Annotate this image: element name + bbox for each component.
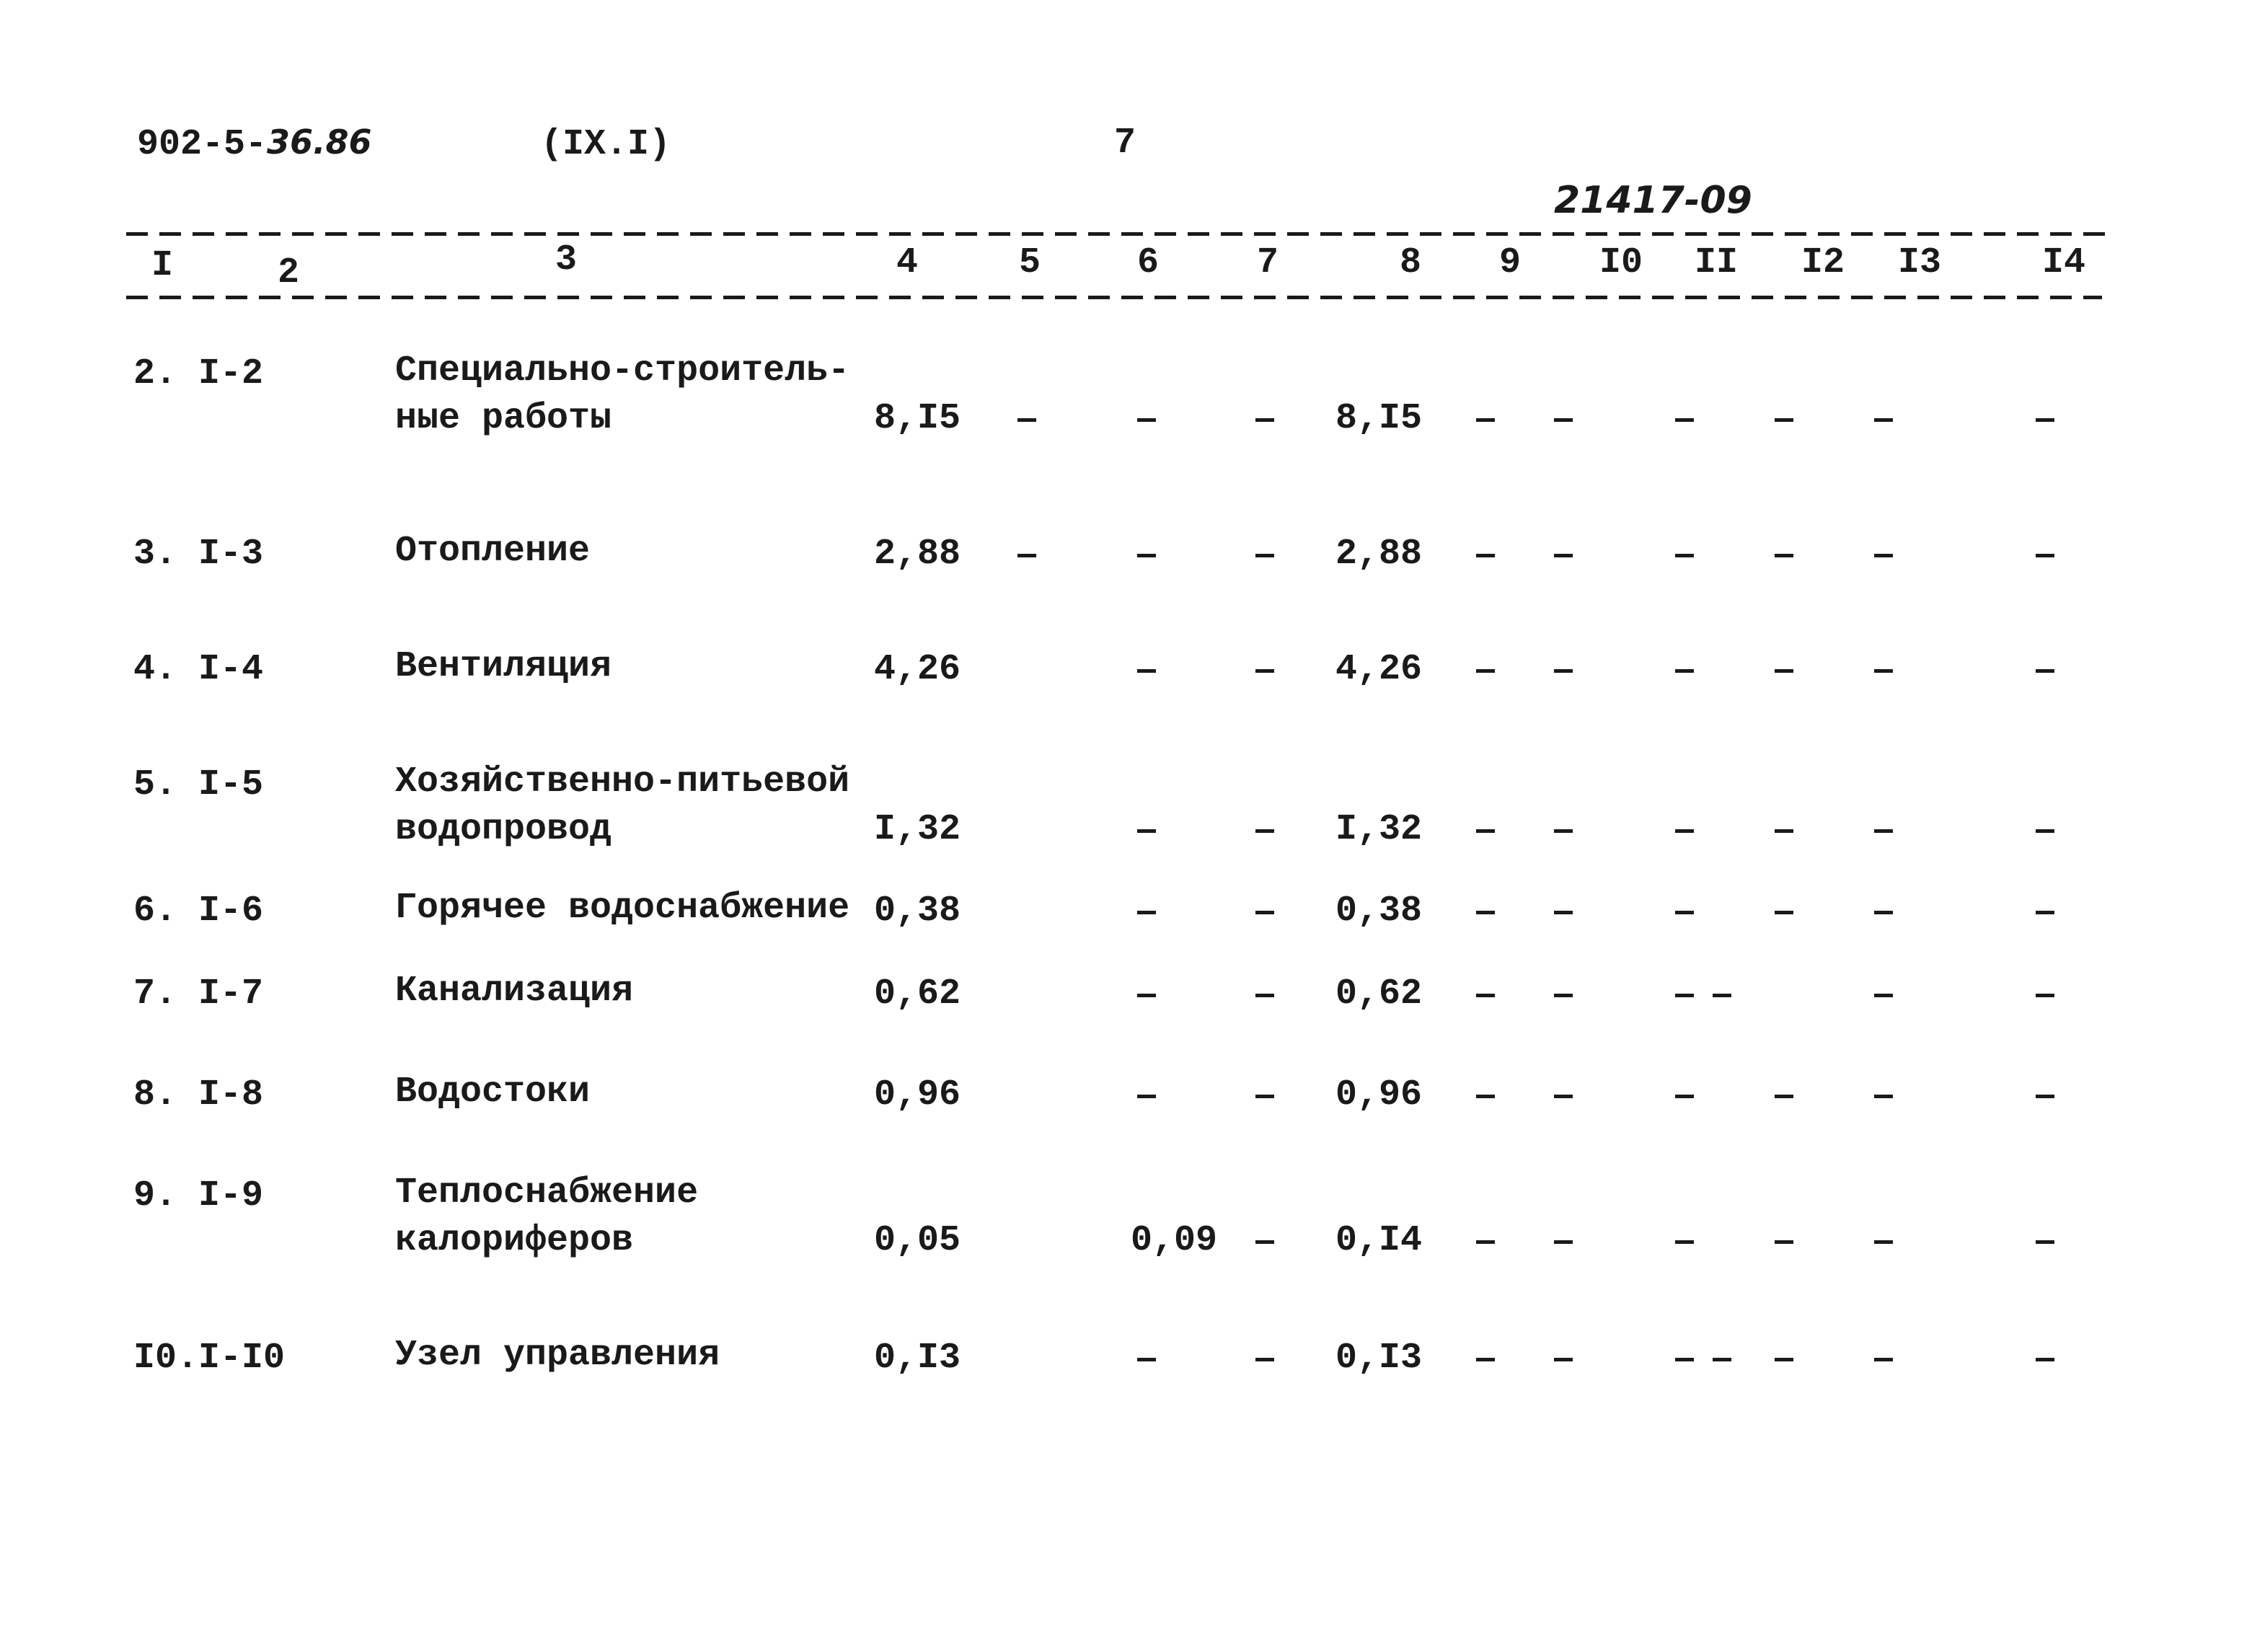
cell-col9 [1476,891,1495,934]
dash-mark [1874,669,1893,673]
dash-mark [1675,554,1694,557]
dash-mark [1476,994,1495,997]
row-number: I0.I-I0 [133,1338,286,1379]
cell-col13 [1874,1220,1893,1263]
cell-col14 [2036,1220,2054,1263]
dash-mark [1713,1358,1731,1361]
cell-col10 [1554,891,1573,934]
dash-mark [1137,669,1156,673]
column-number: I [151,245,173,286]
dash-mark [1775,554,1793,557]
cell-col11 [1675,1220,1694,1263]
cell-col13 [1874,1074,1893,1118]
cell-col13 [1874,809,1893,852]
dash-mark [1137,554,1156,557]
cell-col10 [1554,973,1573,1017]
cell-col8: 0,38 [1335,891,1423,932]
dash-mark [1775,1095,1793,1098]
dash-mark [2036,829,2054,833]
dash-mark [1476,1240,1495,1244]
page-number: 7 [1114,123,1136,164]
cell-col4: 2,88 [874,534,961,575]
dash-mark [1476,1358,1495,1361]
cell-col14 [2036,973,2054,1017]
cell-col12 [1775,534,1793,577]
dash-mark [1874,1358,1893,1361]
cell-col14 [2036,398,2054,441]
dash-mark [1017,554,1036,557]
cell-col9 [1476,973,1495,1017]
dash-mark [1874,829,1893,833]
cell-col11 [1675,398,1694,441]
dash-mark [1137,829,1156,833]
cell-col12 [1775,891,1793,934]
dash-mark [1874,418,1893,422]
row-number: 9. I-9 [133,1175,264,1216]
cell-col6 [1137,891,1156,934]
cell-col6 [1137,1338,1156,1381]
dash-mark [1137,911,1156,914]
cell-col10 [1554,398,1573,441]
dash-mark [1874,994,1893,997]
cell-col8: 0,96 [1335,1074,1423,1116]
document-code [137,123,372,165]
dash-mark [1675,1358,1694,1361]
dash-mark [1675,418,1694,422]
cell-col14 [2036,1074,2054,1118]
column-number: 8 [1399,242,1421,283]
cell-col6 [1137,649,1156,692]
dash-mark [2036,911,2054,914]
work-name: Хозяйственно-питьевой водопровод [395,761,850,850]
cell-col9 [1476,809,1495,852]
cell-col4: 0,38 [874,891,961,932]
cell-col8: 4,26 [1335,649,1423,690]
dash-mark [2036,1240,2054,1244]
cell-col10 [1554,809,1573,852]
cell-col8: 0,62 [1335,973,1423,1015]
cell-col14 [2036,891,2054,934]
row-number: 8. I-8 [133,1074,264,1116]
cell-col6 [1137,534,1156,577]
header-top-rule [126,232,2109,236]
cell-col7 [1255,891,1274,934]
dash-mark [2036,1095,2054,1098]
dash-mark [1554,911,1573,914]
dash-mark [1775,669,1793,673]
column-number: 7 [1256,242,1279,283]
cell-col9 [1476,398,1495,441]
dash-mark [2036,418,2054,422]
work-name: Водостоки [395,1072,591,1113]
dash-mark [1255,1095,1274,1098]
dash-mark [2036,554,2054,557]
cell-col7 [1255,973,1274,1017]
cell-col4: 4,26 [874,649,961,690]
dash-mark [1713,994,1731,997]
column-number: 6 [1136,242,1159,283]
cell-col7 [1255,809,1274,852]
header-bottom-rule [126,296,2102,299]
dash-mark [1255,418,1274,422]
cell-col6 [1137,809,1156,852]
dash-mark [1017,418,1036,422]
row-number: 3. I-3 [133,534,264,575]
dash-mark [1554,994,1573,997]
cell-col7 [1255,534,1274,577]
cell-col11 [1675,809,1694,852]
cell-col4: 0,96 [874,1074,961,1116]
work-name: Узел управления [395,1335,720,1376]
dash-mark [1554,669,1573,673]
cell-col4: 8,I5 [874,398,961,439]
cell-col11 [1675,973,1731,1017]
cell-col13 [1874,534,1893,577]
cell-col10 [1554,1338,1573,1381]
cell-col11 [1675,1074,1694,1118]
cell-col4: I,32 [874,809,961,850]
column-number: I4 [2041,242,2085,283]
dash-mark [2036,994,2054,997]
cell-col12 [1775,1338,1793,1381]
dash-mark [1675,829,1694,833]
cell-col10 [1554,649,1573,692]
cell-col8: 0,I3 [1335,1338,1423,1379]
dash-mark [1255,1240,1274,1244]
dash-mark [2036,669,2054,673]
cell-col9 [1476,534,1495,577]
cell-col8: 0,I4 [1335,1220,1423,1261]
row-number: 5. I-5 [133,764,264,805]
work-name: Канализация [395,971,634,1012]
dash-mark [1476,669,1495,673]
section-number: (IX.I) [541,124,671,165]
cell-col10 [1554,534,1573,577]
dash-mark [1775,418,1793,422]
document-code-handwritten: 36.86 [267,123,372,162]
cell-col12 [1775,1074,1793,1118]
dash-mark [1554,1240,1573,1244]
cell-col12 [1775,809,1793,852]
cell-col12 [1775,649,1793,692]
cell-col8: 2,88 [1335,534,1423,575]
cell-col11 [1675,534,1694,577]
cell-col6 [1137,973,1156,1017]
column-number: I0 [1599,242,1643,283]
dash-mark [1675,994,1694,997]
document-code-printed: 902-5- [137,124,268,165]
row-number: 7. I-7 [133,973,264,1015]
cell-col8: I,32 [1335,809,1423,850]
cell-col13 [1874,649,1893,692]
column-number: II [1694,242,1738,283]
dash-mark [1255,829,1274,833]
dash-mark [1476,829,1495,833]
cell-col11 [1675,649,1694,692]
dash-mark [1775,1358,1793,1361]
work-name: Специально-строитель-ные работы [395,350,850,439]
dash-mark [1137,1358,1156,1361]
cell-col6 [1137,398,1156,441]
dash-mark [1675,911,1694,914]
stamp-number: 21417-09 [1554,179,1752,222]
dash-mark [1476,1095,1495,1098]
cell-col13 [1874,1338,1893,1381]
dash-mark [1775,829,1793,833]
cell-col9 [1476,1338,1495,1381]
cell-col4: 0,05 [874,1220,961,1261]
dash-mark [1874,554,1893,557]
dash-mark [1675,1095,1694,1098]
dash-mark [1675,669,1694,673]
row-number: 2. I-2 [133,353,264,394]
dash-mark [1137,1095,1156,1098]
cell-col6: 0,09 [1131,1220,1218,1261]
dash-mark [1874,1095,1893,1098]
cell-col7 [1255,649,1274,692]
cell-col10 [1554,1220,1573,1263]
row-number: 6. I-6 [133,891,264,932]
cell-col5 [1017,398,1036,441]
dash-mark [1874,911,1893,914]
cell-col14 [2036,809,2054,852]
dash-mark [1255,911,1274,914]
cell-col11 [1675,891,1694,934]
work-name: Теплоснабжение калориферов [395,1172,699,1261]
cell-col10 [1554,1074,1573,1118]
cell-col5 [1017,534,1036,577]
dash-mark [1255,1358,1274,1361]
cell-col7 [1255,1338,1274,1381]
cell-col13 [1874,973,1893,1017]
cell-col14 [2036,1338,2054,1381]
cell-col9 [1476,649,1495,692]
cell-col9 [1476,1220,1495,1263]
cell-col7 [1255,1220,1274,1263]
column-number: 4 [896,242,918,283]
row-number: 4. I-4 [133,649,264,690]
dash-mark [1675,1240,1694,1244]
dash-mark [1554,554,1573,557]
cell-col12 [1775,398,1793,441]
cell-col9 [1476,1074,1495,1118]
dash-mark [1255,994,1274,997]
work-name: Горячее водоснабжение [395,888,850,929]
dash-mark [1554,418,1573,422]
dash-mark [2036,1358,2054,1361]
cell-col14 [2036,534,2054,577]
cell-col4: 0,62 [874,973,961,1015]
dash-mark [1554,829,1573,833]
cell-col8: 8,I5 [1335,398,1423,439]
cell-col13 [1874,398,1893,441]
cell-col7 [1255,1074,1274,1118]
cell-col11 [1675,1338,1731,1381]
column-number: 2 [277,252,299,293]
column-number: I2 [1801,242,1845,283]
cell-col6 [1137,1074,1156,1118]
dash-mark [1255,554,1274,557]
dash-mark [1137,418,1156,422]
dash-mark [1476,911,1495,914]
column-number: 5 [1018,242,1041,283]
dash-mark [1554,1358,1573,1361]
dash-mark [1137,994,1156,997]
dash-mark [1874,1240,1893,1244]
work-name: Вентиляция [395,646,612,687]
column-number: 3 [555,239,577,281]
dash-mark [1554,1095,1573,1098]
dash-mark [1255,669,1274,673]
cell-col4: 0,I3 [874,1338,961,1379]
column-number: 9 [1498,242,1521,283]
dash-mark [1775,911,1793,914]
cell-col13 [1874,891,1893,934]
dash-mark [1476,418,1495,422]
cell-col12 [1775,1220,1793,1263]
column-number: I3 [1897,242,1941,283]
cell-col7 [1255,398,1274,441]
work-name: Отопление [395,531,591,572]
cell-col14 [2036,649,2054,692]
dash-mark [1775,1240,1793,1244]
dash-mark [1476,554,1495,557]
